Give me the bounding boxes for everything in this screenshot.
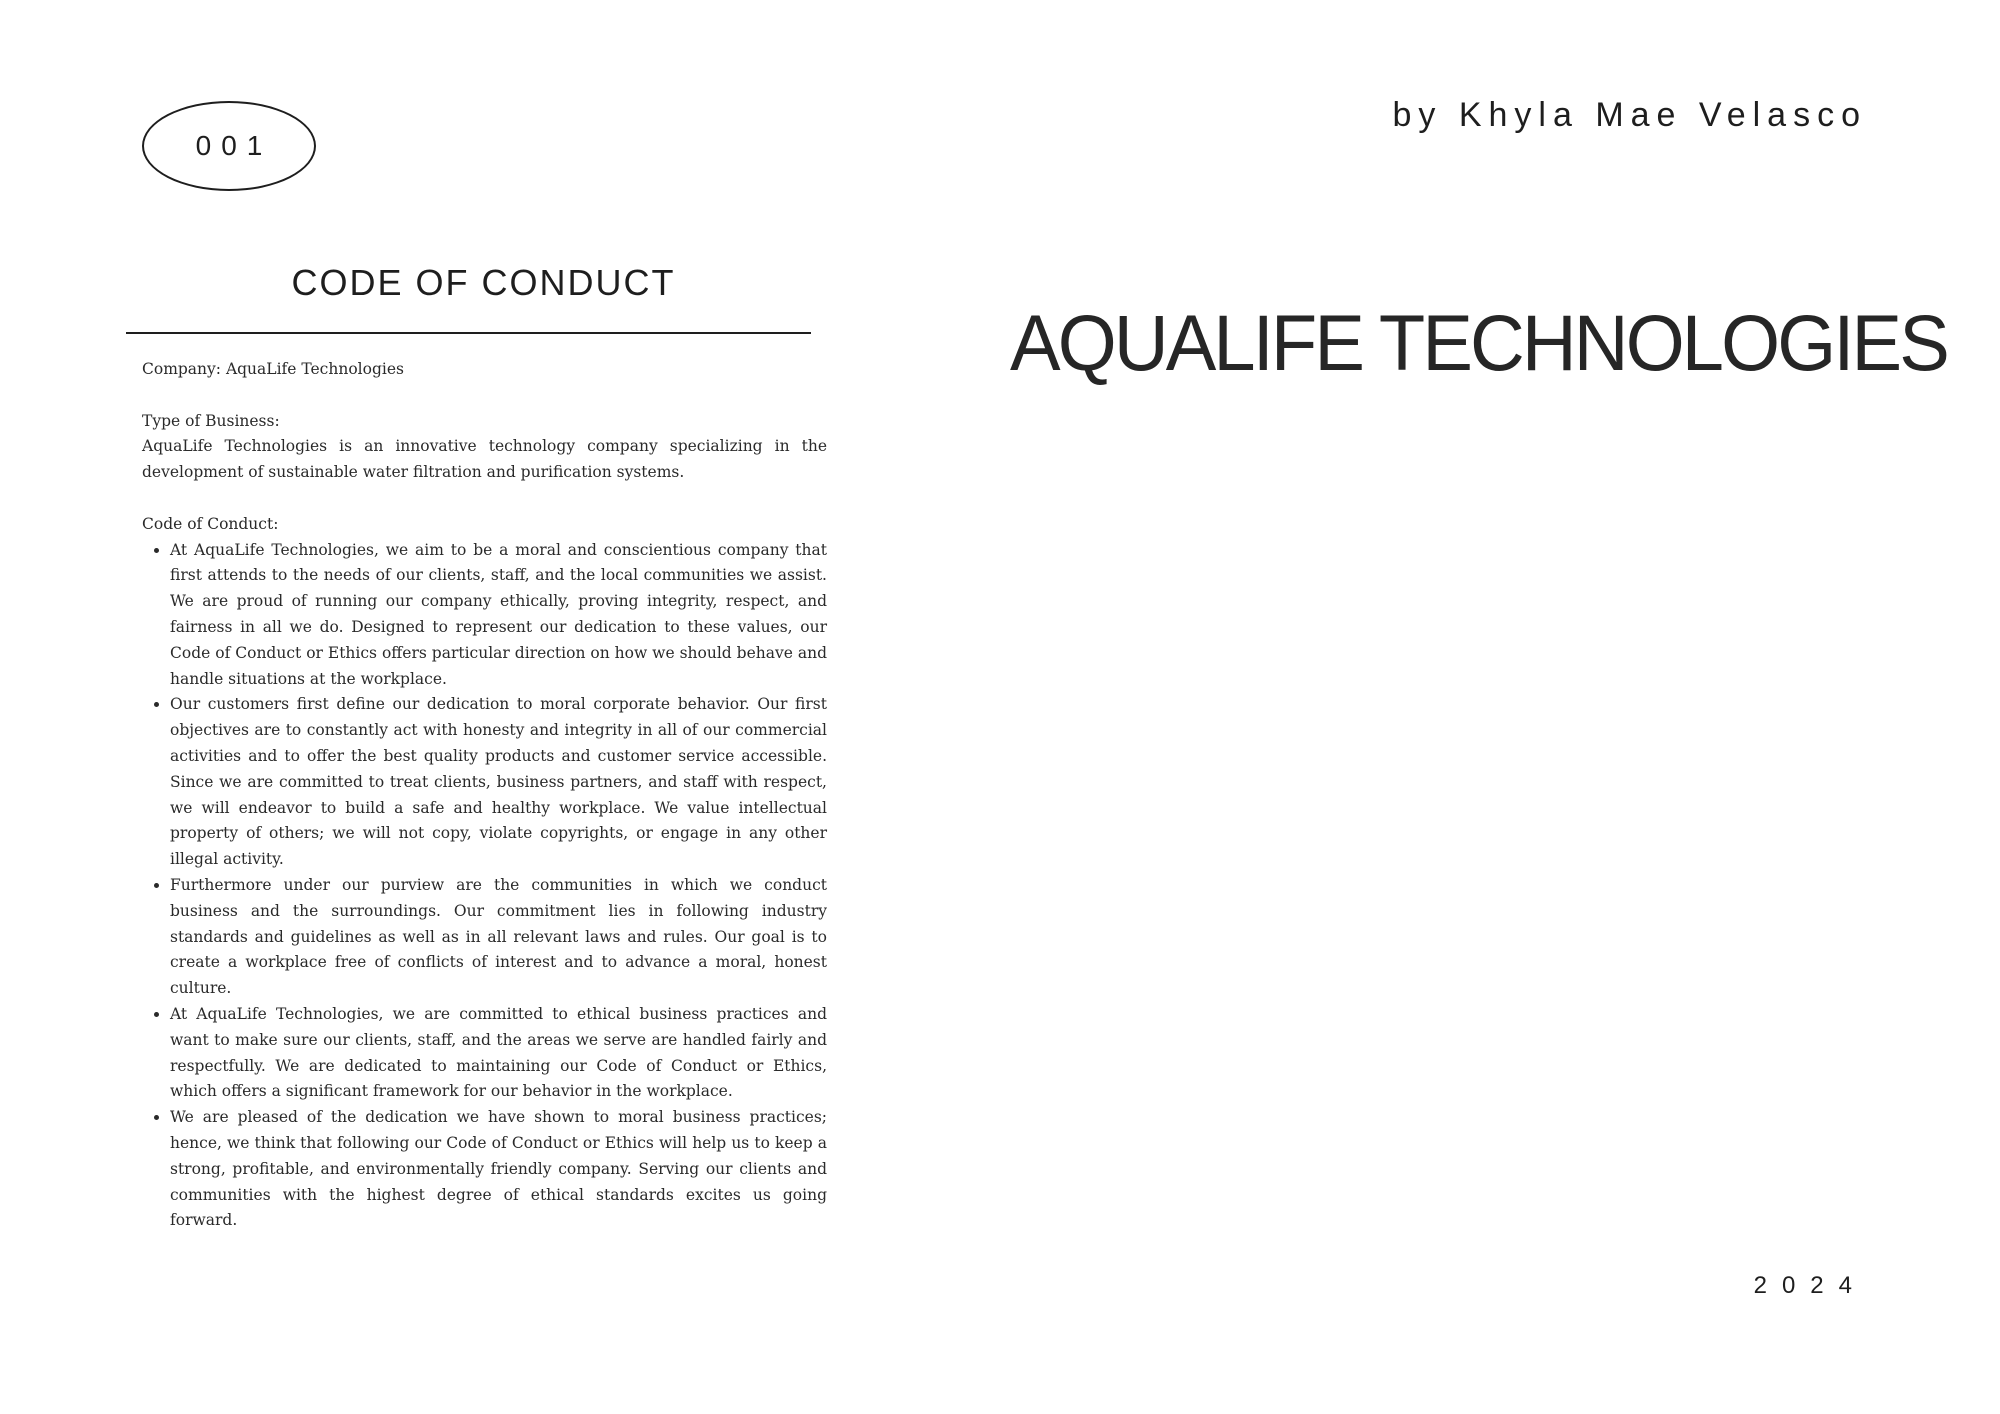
conduct-heading: Code of Conduct: <box>142 514 279 533</box>
conduct-list-item: • We are pleased of the dedication we have shown to moral business practices; hence, we think that following our Code of Conduct or Ethics will help us to keep a strong, profitable, and environmentally friendly company. Serving our clients and communities with the highest degree of ethical standards excites us going forward. <box>170 1105 827 1234</box>
company-title: AQUALIFE TECHNOLOGIES <box>1010 298 1947 387</box>
conduct-list-item: • Furthermore under our purview are the communities in which we conduct business and the surroundings. Our commitment lies in following industry standards and guidelines as well as in all relevant laws and rules. Our goal is to create a workplace free of conflicts of interest and to advance a moral, honest culture. <box>170 873 827 1002</box>
conduct-list-item: • Our customers first define our dedication to moral corporate behavior. Our first objectives are to constantly act with honesty and integrity in all of our commercial activities and to offer the best quality products and customer service accessible. Since we are committed to treat clients, business partners, and staff with respect, we will endeavor to build a safe and healthy workplace. We value intellectual property of others; we will not copy, violate copyrights, or engage in any other illegal activity. <box>170 692 827 873</box>
title-divider <box>126 332 811 334</box>
page-number-badge <box>142 101 316 191</box>
document-body <box>142 357 827 1234</box>
page-number: 001 <box>195 130 273 161</box>
paragraph-gap <box>142 486 827 512</box>
business-heading: Type of Business: <box>142 411 280 430</box>
conduct-list <box>142 538 827 1235</box>
author-byline: by Khyla Mae Velasco <box>1392 96 1867 134</box>
conduct-list-item: • At AquaLife Technologies, we aim to be a moral and conscientious company that first attends to the needs of our clients, staff, and the local communities we assist. We are proud of running our company ethically, proving integrity, respect, and fairness in all we do. Designed to represent our dedication to these values, our Code of Conduct or Ethics offers particular direction on how we should behave and handle situations at the workplace. <box>170 538 827 693</box>
year-label: 2024 <box>1753 1272 1867 1299</box>
business-description: AquaLife Technologies is an innovative technology company specializing in the development of sustainable water filtration and purification systems. <box>142 437 827 482</box>
conduct-list-item: • At AquaLife Technologies, we are committed to ethical business practices and want to make sure our clients, staff, and the areas we serve are handled fairly and respectfully. We are dedicated to maintaining our Code of Conduct or Ethics, which offers a significant framework for our behavior in the workplace. <box>170 1002 827 1105</box>
section-title: CODE OF CONDUCT <box>291 262 676 303</box>
paragraph-gap <box>142 383 827 409</box>
company-line: Company: AquaLife Technologies <box>142 360 404 378</box>
